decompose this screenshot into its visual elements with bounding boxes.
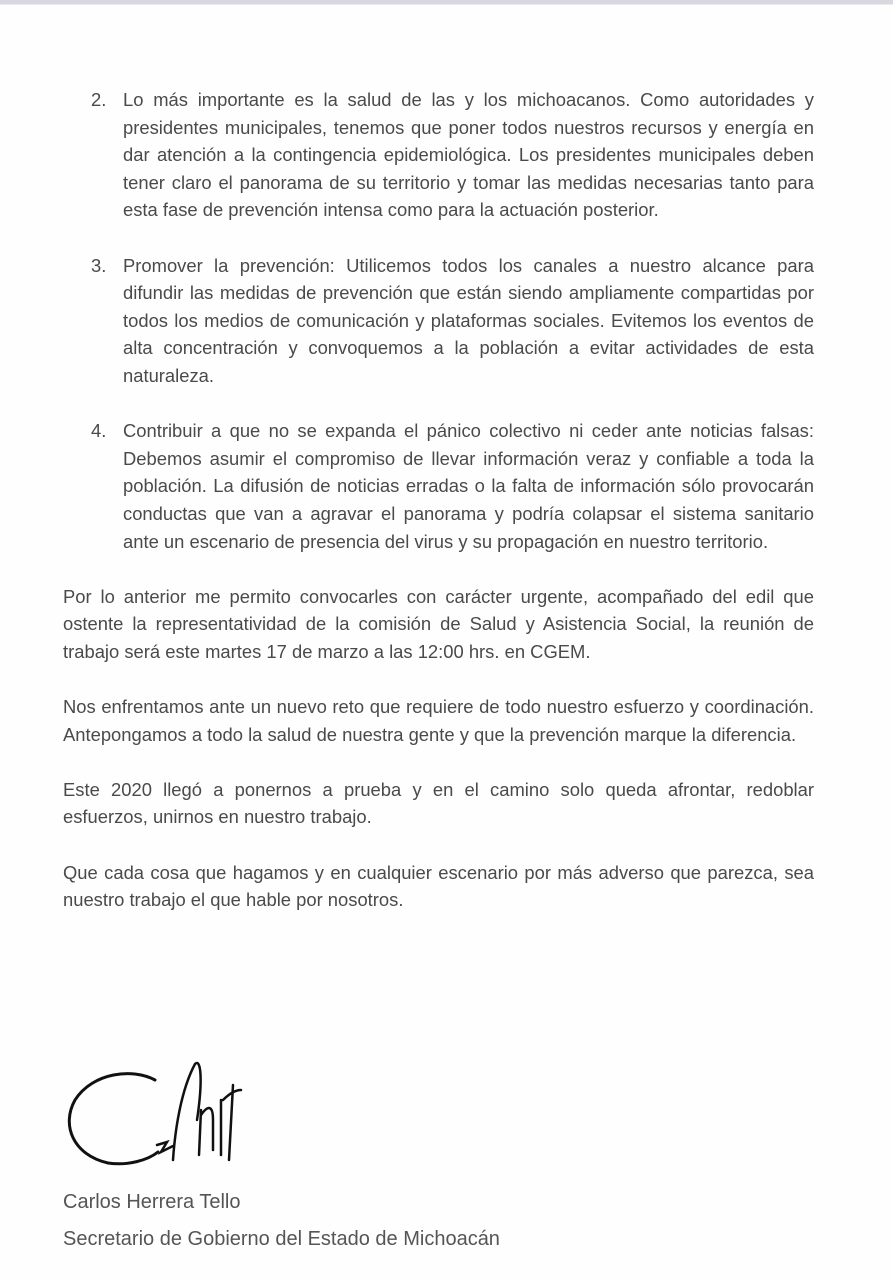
signatory-name: Carlos Herrera Tello xyxy=(63,1191,241,1213)
signature-stroke xyxy=(221,1085,241,1160)
signature-stroke xyxy=(199,1108,213,1155)
list-item-number: 4. xyxy=(91,420,107,442)
paragraph-2020: Este 2020 llegó a ponernos a prueba y en el camino solo queda afrontar, redoblar esfuerzos, unirnos en nuestro trabajo. xyxy=(63,778,814,828)
signature-stroke xyxy=(173,1063,201,1160)
list-item xyxy=(63,86,814,224)
document-body xyxy=(63,86,814,941)
list-item-text: Contribuir a que no se expanda el pánico colectivo ni ceder ante noticias falsas: Debemos asumir el compromiso de llevar información veraz y confiable a toda la población. La difusión de noticias erradas o la falta de información sólo provocarán conductas que van a agravar el panorama y podría colapsar el sistema sanitario ante un escenario de presencia del virus y su propagación en nuestro territorio. xyxy=(123,420,814,552)
paragraph-challenge: Nos enfrentamos ante un nuevo reto que requiere de todo nuestro esfuerzo y coordinación. Antepongamos a todo la salud de nuestra gente y que la prevención marque la diferencia. xyxy=(63,696,814,745)
list-item-number: 3. xyxy=(91,254,107,276)
signature-image xyxy=(63,1060,263,1170)
list-item-text: Promover la prevención: Utilicemos todos los canales a nuestro alcance para difundir las medidas de prevención que están siendo ampliamente compartidas por todos los medios de comunicación y plataformas sociales. Evitemos los eventos de alta concentración y convoquemos a la población a evitar actividades de esta naturaleza. xyxy=(123,254,814,386)
list-item xyxy=(63,252,814,390)
paragraph-meeting-call: Por lo anterior me permito convocarles con carácter urgente, acompañado del edil que ostente la representatividad de la comisión de Salud y Asistencia Social, la reunión de trabajo será este martes 17 de marzo a las 12:00 hrs. en CGEM. xyxy=(63,585,814,662)
signature-stroke xyxy=(69,1074,158,1164)
numbered-list xyxy=(63,86,814,555)
signature-stroke xyxy=(157,1142,173,1152)
list-item-text: Lo más importante es la salud de las y los michoacanos. Como autoridades y presidentes municipales, tenemos que poner todos nuestros recursos y energía en dar atención a la contingencia epidemiológica. Los presidentes municipales deben tener claro el panorama de su territorio y tomar las medidas necesarias tanto para esta fase de prevención intensa como para la actuación posterior. xyxy=(123,89,814,221)
signatory-role: Secretario de Gobierno del Estado de Michoacán xyxy=(63,1228,500,1250)
list-item-number: 2. xyxy=(91,89,107,110)
paragraph-closing: Que cada cosa que hagamos y en cualquier escenario por más adverso que parezca, sea nuestro trabajo el que hable por nosotros. xyxy=(63,861,814,911)
top-edge-bar xyxy=(0,0,893,5)
list-item xyxy=(63,417,814,555)
